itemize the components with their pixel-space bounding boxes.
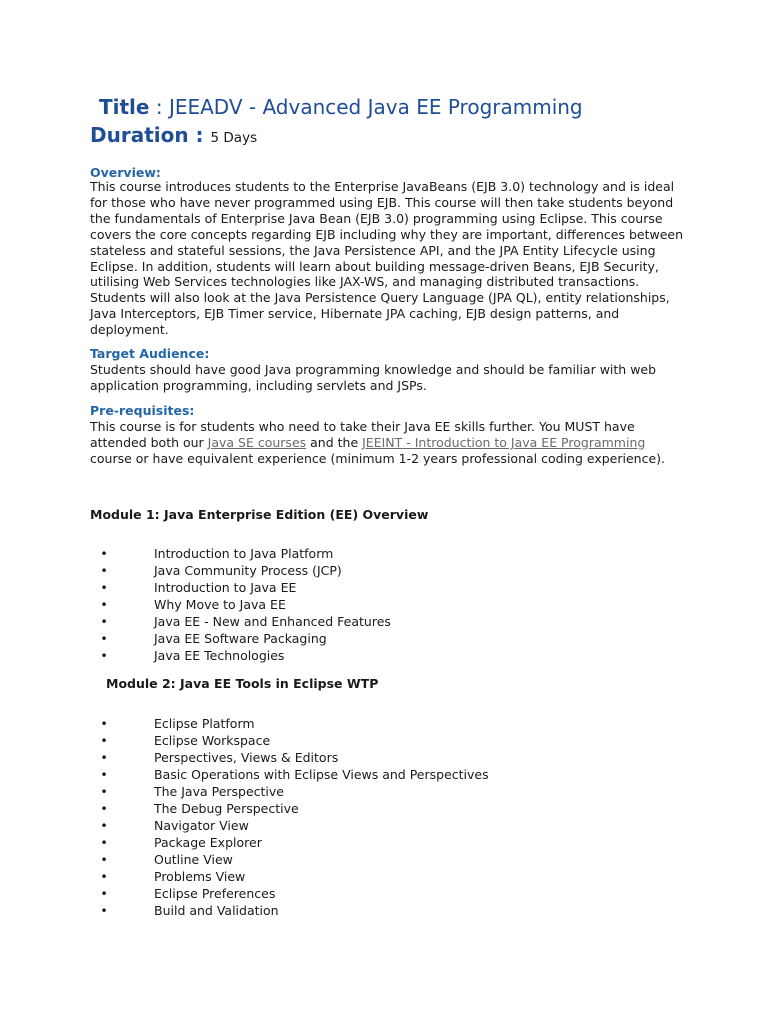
list-item-text: The Debug Perspective — [154, 801, 299, 816]
title-label: Title — [99, 95, 150, 119]
bullet-icon: • — [100, 801, 108, 816]
bullet-icon: • — [100, 903, 108, 918]
bullet-icon: • — [100, 580, 108, 595]
bullet-icon: • — [100, 733, 108, 748]
module-1-heading: Module 1: Java Enterprise Edition (EE) Overview — [90, 507, 429, 522]
title-value: JEEADV - Advanced Java EE Programming — [168, 95, 583, 119]
jeeint-course-link[interactable]: JEEINT - Introduction to Java EE Programming — [362, 434, 646, 450]
bullet-icon: • — [100, 750, 108, 765]
course-duration — [90, 122, 257, 151]
bullet-icon: • — [100, 648, 108, 663]
bullet-icon: • — [100, 886, 108, 901]
list-item-text: Eclipse Workspace — [154, 733, 271, 748]
bullet-icon: • — [100, 767, 108, 782]
course-title — [99, 94, 583, 120]
bullet-icon: • — [100, 784, 108, 799]
prereq-text-part-2: and the — [306, 434, 363, 450]
list-item-text: Navigator View — [154, 818, 249, 833]
bullet-icon: • — [100, 614, 108, 629]
list-item-text: Java EE - New and Enhanced Features — [154, 614, 391, 629]
java-se-courses-link[interactable]: Java SE courses — [207, 434, 307, 450]
list-item-text: Java EE Technologies — [154, 648, 285, 663]
list-item-text: Outline View — [154, 852, 233, 867]
list-item-text: Package Explorer — [154, 835, 262, 850]
list-item-text: Introduction to Java EE — [154, 580, 297, 595]
list-item-text: Eclipse Platform — [154, 716, 255, 731]
title-separator: : — [149, 95, 169, 119]
overview-heading: Overview: — [90, 165, 161, 180]
list-item-text: Java Community Process (JCP) — [154, 563, 342, 578]
bullet-icon: • — [100, 631, 108, 646]
target-audience-heading: Target Audience: — [90, 346, 210, 361]
bullet-icon: • — [100, 818, 108, 833]
list-item-text: Build and Validation — [154, 903, 279, 918]
list-item-text: Perspectives, Views & Editors — [154, 750, 339, 765]
bullet-icon: • — [100, 716, 108, 731]
duration-value: 5 Days — [210, 130, 258, 146]
list-item-text: Problems View — [154, 869, 246, 884]
prereq-text-part-3: course or have equivalent experience (minimum 1-2 years professional coding experience). — [90, 450, 665, 466]
list-item-text: Basic Operations with Eclipse Views and Perspectives — [154, 767, 489, 782]
bullet-icon: • — [100, 869, 108, 884]
list-item-text: Eclipse Preferences — [154, 886, 276, 901]
bullet-icon: • — [100, 563, 108, 578]
bullet-icon: • — [100, 546, 108, 561]
bullet-icon: • — [100, 835, 108, 850]
bullet-icon: • — [100, 852, 108, 867]
prerequisites-heading: Pre-requisites: — [90, 403, 195, 418]
list-item-text: Java EE Software Packaging — [154, 631, 327, 646]
list-item-text: Introduction to Java Platform — [154, 546, 334, 561]
target-audience-text: Students should have good Java programming knowledge and should be familiar with web application programming, including servlets and JSPs. — [90, 362, 657, 393]
list-item-text: The Java Perspective — [154, 784, 284, 799]
module-2-heading: Module 2: Java EE Tools in Eclipse WTP — [106, 676, 379, 691]
bullet-icon: • — [100, 597, 108, 612]
prerequisites-text — [90, 419, 690, 467]
overview-text: This course introduces students to the Enterprise JavaBeans (EJB 3.0) technology and is ideal for those who have never programmed using EJB. This course will then take students beyond the fundamentals of Enterprise Java Bean (EJB 3.0) programming using Eclipse. This course covers the core concepts regarding EJB including why they are important, differences between stateless and stateful sessions, the Java Persistence API, and the JPA Entity Lifecycle using Eclipse. In addition, students will learn about building message-driven Beans, EJB Security, utilising Web Services technologies like JAX-WS, and managing distributed transactions. Students will also look at the Java Persistence Query Language (JPA QL), entity relationships, Java Interceptors, EJB Timer service, Hibernate JPA caching, EJB design patterns, and deployment. — [90, 179, 684, 338]
duration-label: Duration : — [90, 123, 211, 147]
prereq-text-part-1: This course is for students who need to take their Java EE skills further. You MUST have attended both our — [90, 419, 635, 450]
list-item-text: Why Move to Java EE — [154, 597, 286, 612]
